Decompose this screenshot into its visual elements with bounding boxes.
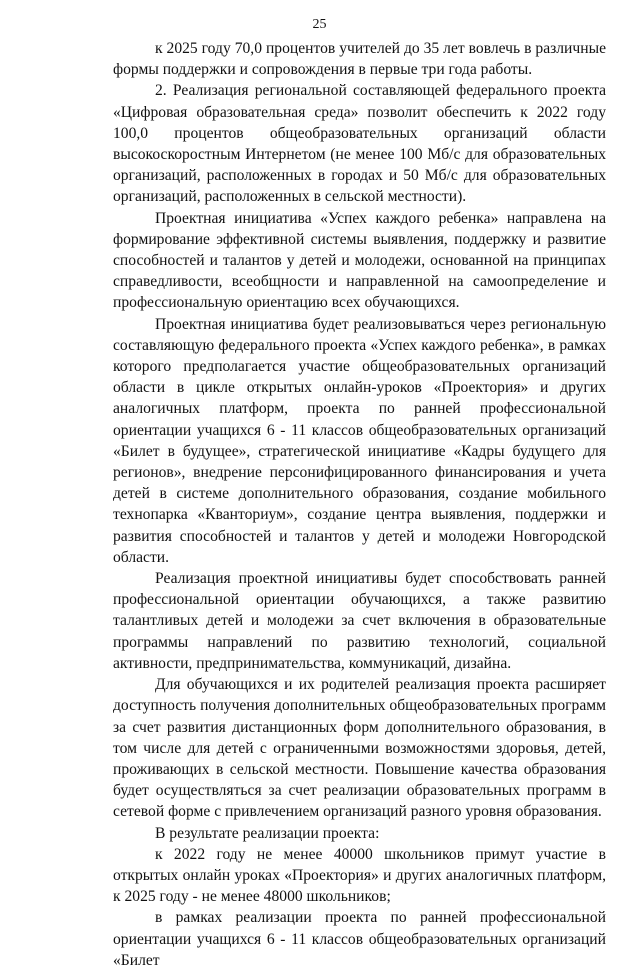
paragraph-digital-environment: 2. Реализация региональной составляющей федерального проекта «Цифровая образовательная среда» позволит обеспечить к 2022 году 100,0 процентов общеобразовательных организаций области высокоскоростным Интернетом (не менее 100 Мб/с для образовательных организаций, расположенных в городах и 50 Мб/с для образовательных организаций, расположенных в сельской местности). bbox=[113, 82, 606, 206]
paragraph-teachers-target: к 2025 году 70,0 процентов учителей до 35 лет вовлечь в различные формы поддержки и сопровождения в первые три года работы. bbox=[113, 40, 606, 79]
document-body bbox=[113, 38, 606, 971]
paragraph-results-heading: В результате реализации проекта: bbox=[155, 824, 380, 842]
paragraph-initiative-implementation: Проектная инициатива будет реализовываться через региональную составляющую федерального проекта «Успех каждого ребенка», в рамках которого предполагается участие общеобразовательных организаций области в цикле открытых онлайн-уроков «Проектория» и других аналогичных платформ, проекта по ранней профессиональной ориентации учащихся 6 - 11 классов общеобразовательных организаций «Билет в будущее», стратегической инициативе «Кадры будущего для регионов», внедрение персонифицированного финансирования и учета детей в системе дополнительного образования, создание мобильного технопарка «Кванториум», создание центра выявления, поддержки и развития способностей и талантов у детей и молодежи Новгородской области. bbox=[113, 315, 606, 566]
paragraph-result-ticket-future: в рамках реализации проекта по ранней профессиональной ориентации учащихся 6 - 11 классов общеобразовательных организаций «Билет bbox=[113, 909, 606, 969]
paragraph-success-initiative: Проектная инициатива «Успех каждого ребенка» направлена на формирование эффективной системы выявления, поддержку и развитие способностей и талантов у детей и молодежи, основанной на принципах справедливости, всеобщности и направленной на самоопределение и профессиональную ориентацию всех обучающихся. bbox=[113, 209, 606, 312]
paragraph-result-proektoria: к 2022 году не менее 40000 школьников примут участие в открытых онлайн уроках «Проектория» и других аналогичных платформ, к 2025 году - не менее 48000 школьников; bbox=[113, 845, 606, 906]
page-number: 25 bbox=[312, 17, 327, 32]
paragraph-career-guidance: Реализация проектной инициативы будет способствовать ранней профессиональной ориентации обучающихся, а также развитию талантливых детей и молодежи за счет включения в образовательные программы направлений по развитию технологий, социальной активности, предпринимательства, коммуникаций, дизайна. bbox=[113, 570, 606, 672]
paragraph-accessibility: Для обучающихся и их родителей реализация проекта расширяет доступность получения дополнительных общеобразовательных программ за счет развития дистанционных форм дополнительного образования, в том числе для детей с ограниченными возможностями здоровья, детей, проживающих в сельской местности. Повышение качества образования будет осуществляться за счет реализации образовательных программ в сетевой форме с привлечением организаций разного уровня образования. bbox=[113, 676, 606, 821]
